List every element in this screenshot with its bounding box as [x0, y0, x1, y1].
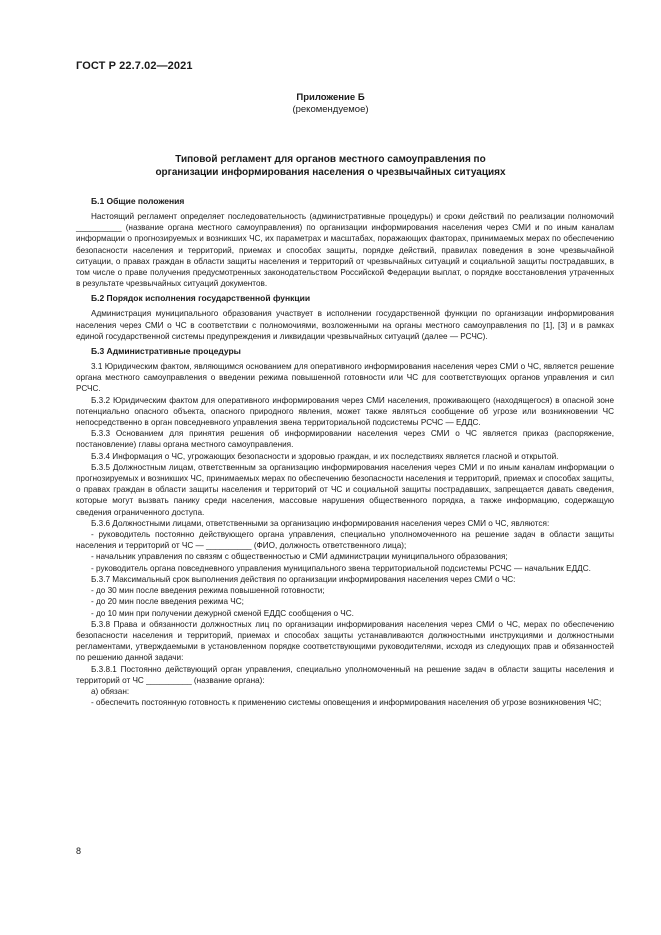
paragraph: Б.3.8.1 Постоянно действующий орган управления, специально уполномоченный на решение задач в области защиты населения и территорий от ЧС __________ (название органа):	[76, 664, 614, 685]
section-heading: Б.2 Порядок исполнения государственной функции	[91, 293, 311, 304]
document-title-line1: Типовой регламент для органов местного самоуправления по	[175, 154, 486, 165]
paragraph: Б.3.3 Основанием для принятия решения об информировании населения через СМИ о ЧС является приказ (распоряжение, постановление) главы органа местного самоуправления.	[76, 429, 614, 450]
paragraph: Б.3.4 Информация о ЧС, угрожающих безопасности и здоровью граждан, и их последствиях является гласной и открытой.	[91, 451, 559, 461]
document-body	[76, 192, 614, 708]
paragraph: Б.3.2 Юридическим фактом для оперативного информирования через СМИ населения, проживающего (находящегося) в опасной зоне потенциально опасного объекта, опасного природного явления, может также являться сообщение об угрозе или возникновении ЧС непосредственно в орган повседневного управления звена территориальной подсистемы РСЧС — ЕДДС.	[76, 395, 614, 428]
annex-label: Приложение Б	[296, 92, 365, 103]
list-item: - руководитель органа повседневного управления муниципального звена территориальной подсистемы РСЧС — начальник ЕДДС.	[91, 563, 591, 573]
paragraph: Администрация муниципального образования участвует в исполнении государственной функции по организации информирования населения через СМИ о ЧС в соответствии с полномочиями, возложенными на органы местного самоуправления по [1], [3] и в рамках единой государственной системы предупреждения и ликвидации чрезвычайных ситуаций (далее — РСЧС).	[76, 309, 614, 341]
paragraph: Настоящий регламент определяет последовательность (административные процедуры) и сроки действий по реализации полномочий __________ (название органа местного самоуправления) по организации информирования населения через СМИ и по иным каналам информации о прогнозируемых и возникших ЧС, их параметрах и масштабах, поражающих факторах, принимаемых мерах по обеспечению безопасности населения и территорий, приемах и способах защиты, порядке действий, правилах поведения в зоне чрезвычайной ситуации, о правах граждан в области защиты населения и территорий от чрезвычайных ситуаций и социальной защиты пострадавших, в том числе о праве получения предусмотренных законодательством Российской Федерации выплат, о порядке восстановления утраченных в результате чрезвычайных ситуаций документов.	[76, 212, 614, 289]
list-item: а) обязан:	[91, 686, 130, 696]
section-heading: Б.3 Административные процедуры	[91, 346, 241, 357]
list-item: - до 30 мин после введения режима повышенной готовности;	[91, 586, 325, 596]
list-item: - до 20 мин после введения режима ЧС;	[91, 597, 244, 607]
paragraph: Б.3.7 Максимальный срок выполнения действия по организации информирования населения через СМИ о ЧС:	[91, 574, 516, 584]
section-heading: Б.1 Общие положения	[91, 196, 185, 206]
standard-header: ГОСТ Р 22.7.02—2021	[76, 60, 193, 72]
paragraph: Б.3.8 Права и обязанности должностных лиц по организации информирования населения через СМИ о ЧС, мерах по обеспечению безопасности населения и территорий, приемах и способах защиты устанавливаются должностными инструкциями и должностными регламентами, утверждаемыми в установленном порядке соответствующими руководителями, исходя из следующих прав и обязанностей по решению данной задачи:	[76, 619, 614, 663]
annex-type: (рекомендуемое)	[292, 104, 369, 115]
paragraph: 3.1 Юридическим фактом, являющимся основанием для оперативного информирования населения через СМИ о ЧС, является решение органа местного самоуправления о введении режима повышенной готовности или ЧС для соответствующих органов управления и сил РСЧС.	[76, 362, 614, 394]
page-number: 8	[76, 846, 82, 856]
document-title-line2: организации информирования населения о чрезвычайных ситуациях	[155, 167, 506, 178]
paragraph: Б.3.6 Должностными лицами, ответственными за организацию информирования населения через СМИ о ЧС, являются:	[91, 518, 550, 528]
paragraph: Б.3.5 Должностным лицам, ответственным за организацию информирования населения через СМИ и по иным каналам информации о прогнозируемых и возникших ЧС, принимаемых мерах по обеспечению безопасности населения и территорий, приемах и способах защиты, о правах граждан в области защиты населения и территорий от ЧС и социальной защиты пострадавших, запрещается давать сведения, которые могут вызвать панику среди населения, массовые нарушения общественного порядка, а также информацию, содержащую сведения ограниченного доступа.	[76, 462, 614, 517]
list-item: - руководитель постоянно действующего органа управления, специально уполномоченного на решение задач в области защиты населения и территорий от ЧС — __________ (ФИО, должность ответственного лица);	[76, 530, 614, 551]
list-item: - до 10 мин при получении дежурной сменой ЕДДС сообщения о ЧС.	[91, 608, 354, 618]
list-item: - обеспечить постоянную готовность к применению системы оповещения и информирования населения об угрозе возникновения ЧС;	[91, 698, 602, 708]
list-item: - начальник управления по связям с общественностью и СМИ администрации муниципального образования;	[91, 552, 508, 562]
